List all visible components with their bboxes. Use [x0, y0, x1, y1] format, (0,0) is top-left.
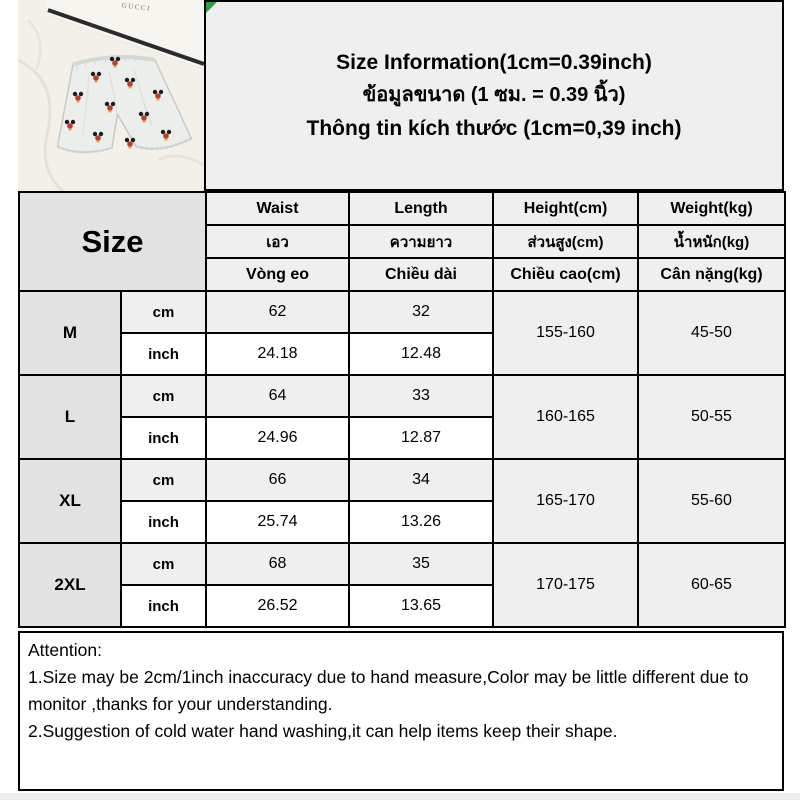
l-waist-inch: 24.96	[206, 417, 349, 459]
length-header-vi: Chiều dài	[349, 258, 493, 291]
weight-header-en: Weight(kg)	[638, 192, 785, 225]
height-header-th: ส่วนสูง(cm)	[493, 225, 638, 258]
size-corner-header: Size	[19, 192, 206, 291]
2xl-weight-range: 60-65	[638, 543, 785, 627]
attention-heading: Attention:	[28, 640, 102, 660]
unit-inch-label: inch	[121, 417, 206, 459]
unit-inch-label: inch	[121, 333, 206, 375]
m-waist-inch: 24.18	[206, 333, 349, 375]
unit-cm-label: cm	[121, 459, 206, 501]
shorts-photo-illustration	[18, 0, 204, 191]
xl-length-inch: 13.26	[349, 501, 493, 543]
table-row	[19, 459, 785, 501]
length-header-en: Length	[349, 192, 493, 225]
product-photo	[18, 0, 204, 191]
title-vietnamese: Thông tin kích thước (1cm=0,39 inch)	[306, 117, 682, 140]
title-thai: ข้อมูลขนาด (1 ซม. = 0.39 นิ้ว)	[362, 84, 626, 106]
xl-waist-cm: 66	[206, 459, 349, 501]
l-height-range: 160-165	[493, 375, 638, 459]
weight-header-vi: Cân nặng(kg)	[638, 258, 785, 291]
title-english: Size Information(1cm=0.39inch)	[336, 51, 652, 74]
size-table	[18, 191, 786, 628]
xl-weight-range: 55-60	[638, 459, 785, 543]
box-brand-text: GUCCI	[121, 1, 152, 13]
waist-header-th: เอว	[206, 225, 349, 258]
excel-corner-marker-icon	[206, 2, 217, 13]
attention-note-2: 2.Suggestion of cold water hand washing,it can help items keep their shape.	[28, 721, 618, 741]
size-m-label: M	[19, 291, 121, 375]
xl-waist-inch: 25.74	[206, 501, 349, 543]
2xl-waist-cm: 68	[206, 543, 349, 585]
attention-note	[18, 631, 784, 791]
top-band	[18, 0, 784, 191]
attention-note-1: 1.Size may be 2cm/1inch inaccuracy due to hand measure,Color may be little different due to monitor ,thanks for your understanding.	[28, 667, 749, 714]
l-length-inch: 12.87	[349, 417, 493, 459]
table-row	[19, 291, 785, 333]
m-waist-cm: 62	[206, 291, 349, 333]
l-length-cm: 33	[349, 375, 493, 417]
2xl-length-inch: 13.65	[349, 585, 493, 627]
unit-cm-label: cm	[121, 543, 206, 585]
bottom-edge-strip	[0, 793, 800, 800]
2xl-waist-inch: 26.52	[206, 585, 349, 627]
size-information-header	[204, 0, 784, 191]
height-header-vi: Chiều cao(cm)	[493, 258, 638, 291]
size-l-label: L	[19, 375, 121, 459]
weight-header-th: น้ำหนัก(kg)	[638, 225, 785, 258]
waist-header-vi: Vòng eo	[206, 258, 349, 291]
m-height-range: 155-160	[493, 291, 638, 375]
waist-header-en: Waist	[206, 192, 349, 225]
m-length-cm: 32	[349, 291, 493, 333]
m-length-inch: 12.48	[349, 333, 493, 375]
table-row	[19, 543, 785, 585]
table-row	[19, 375, 785, 417]
m-weight-range: 45-50	[638, 291, 785, 375]
xl-height-range: 165-170	[493, 459, 638, 543]
unit-inch-label: inch	[121, 585, 206, 627]
l-waist-cm: 64	[206, 375, 349, 417]
size-2xl-label: 2XL	[19, 543, 121, 627]
unit-cm-label: cm	[121, 375, 206, 417]
height-header-en: Height(cm)	[493, 192, 638, 225]
length-header-th: ความยาว	[349, 225, 493, 258]
xl-length-cm: 34	[349, 459, 493, 501]
header-row-english	[19, 192, 785, 225]
unit-inch-label: inch	[121, 501, 206, 543]
l-weight-range: 50-55	[638, 375, 785, 459]
size-xl-label: XL	[19, 459, 121, 543]
2xl-height-range: 170-175	[493, 543, 638, 627]
unit-cm-label: cm	[121, 291, 206, 333]
2xl-length-cm: 35	[349, 543, 493, 585]
